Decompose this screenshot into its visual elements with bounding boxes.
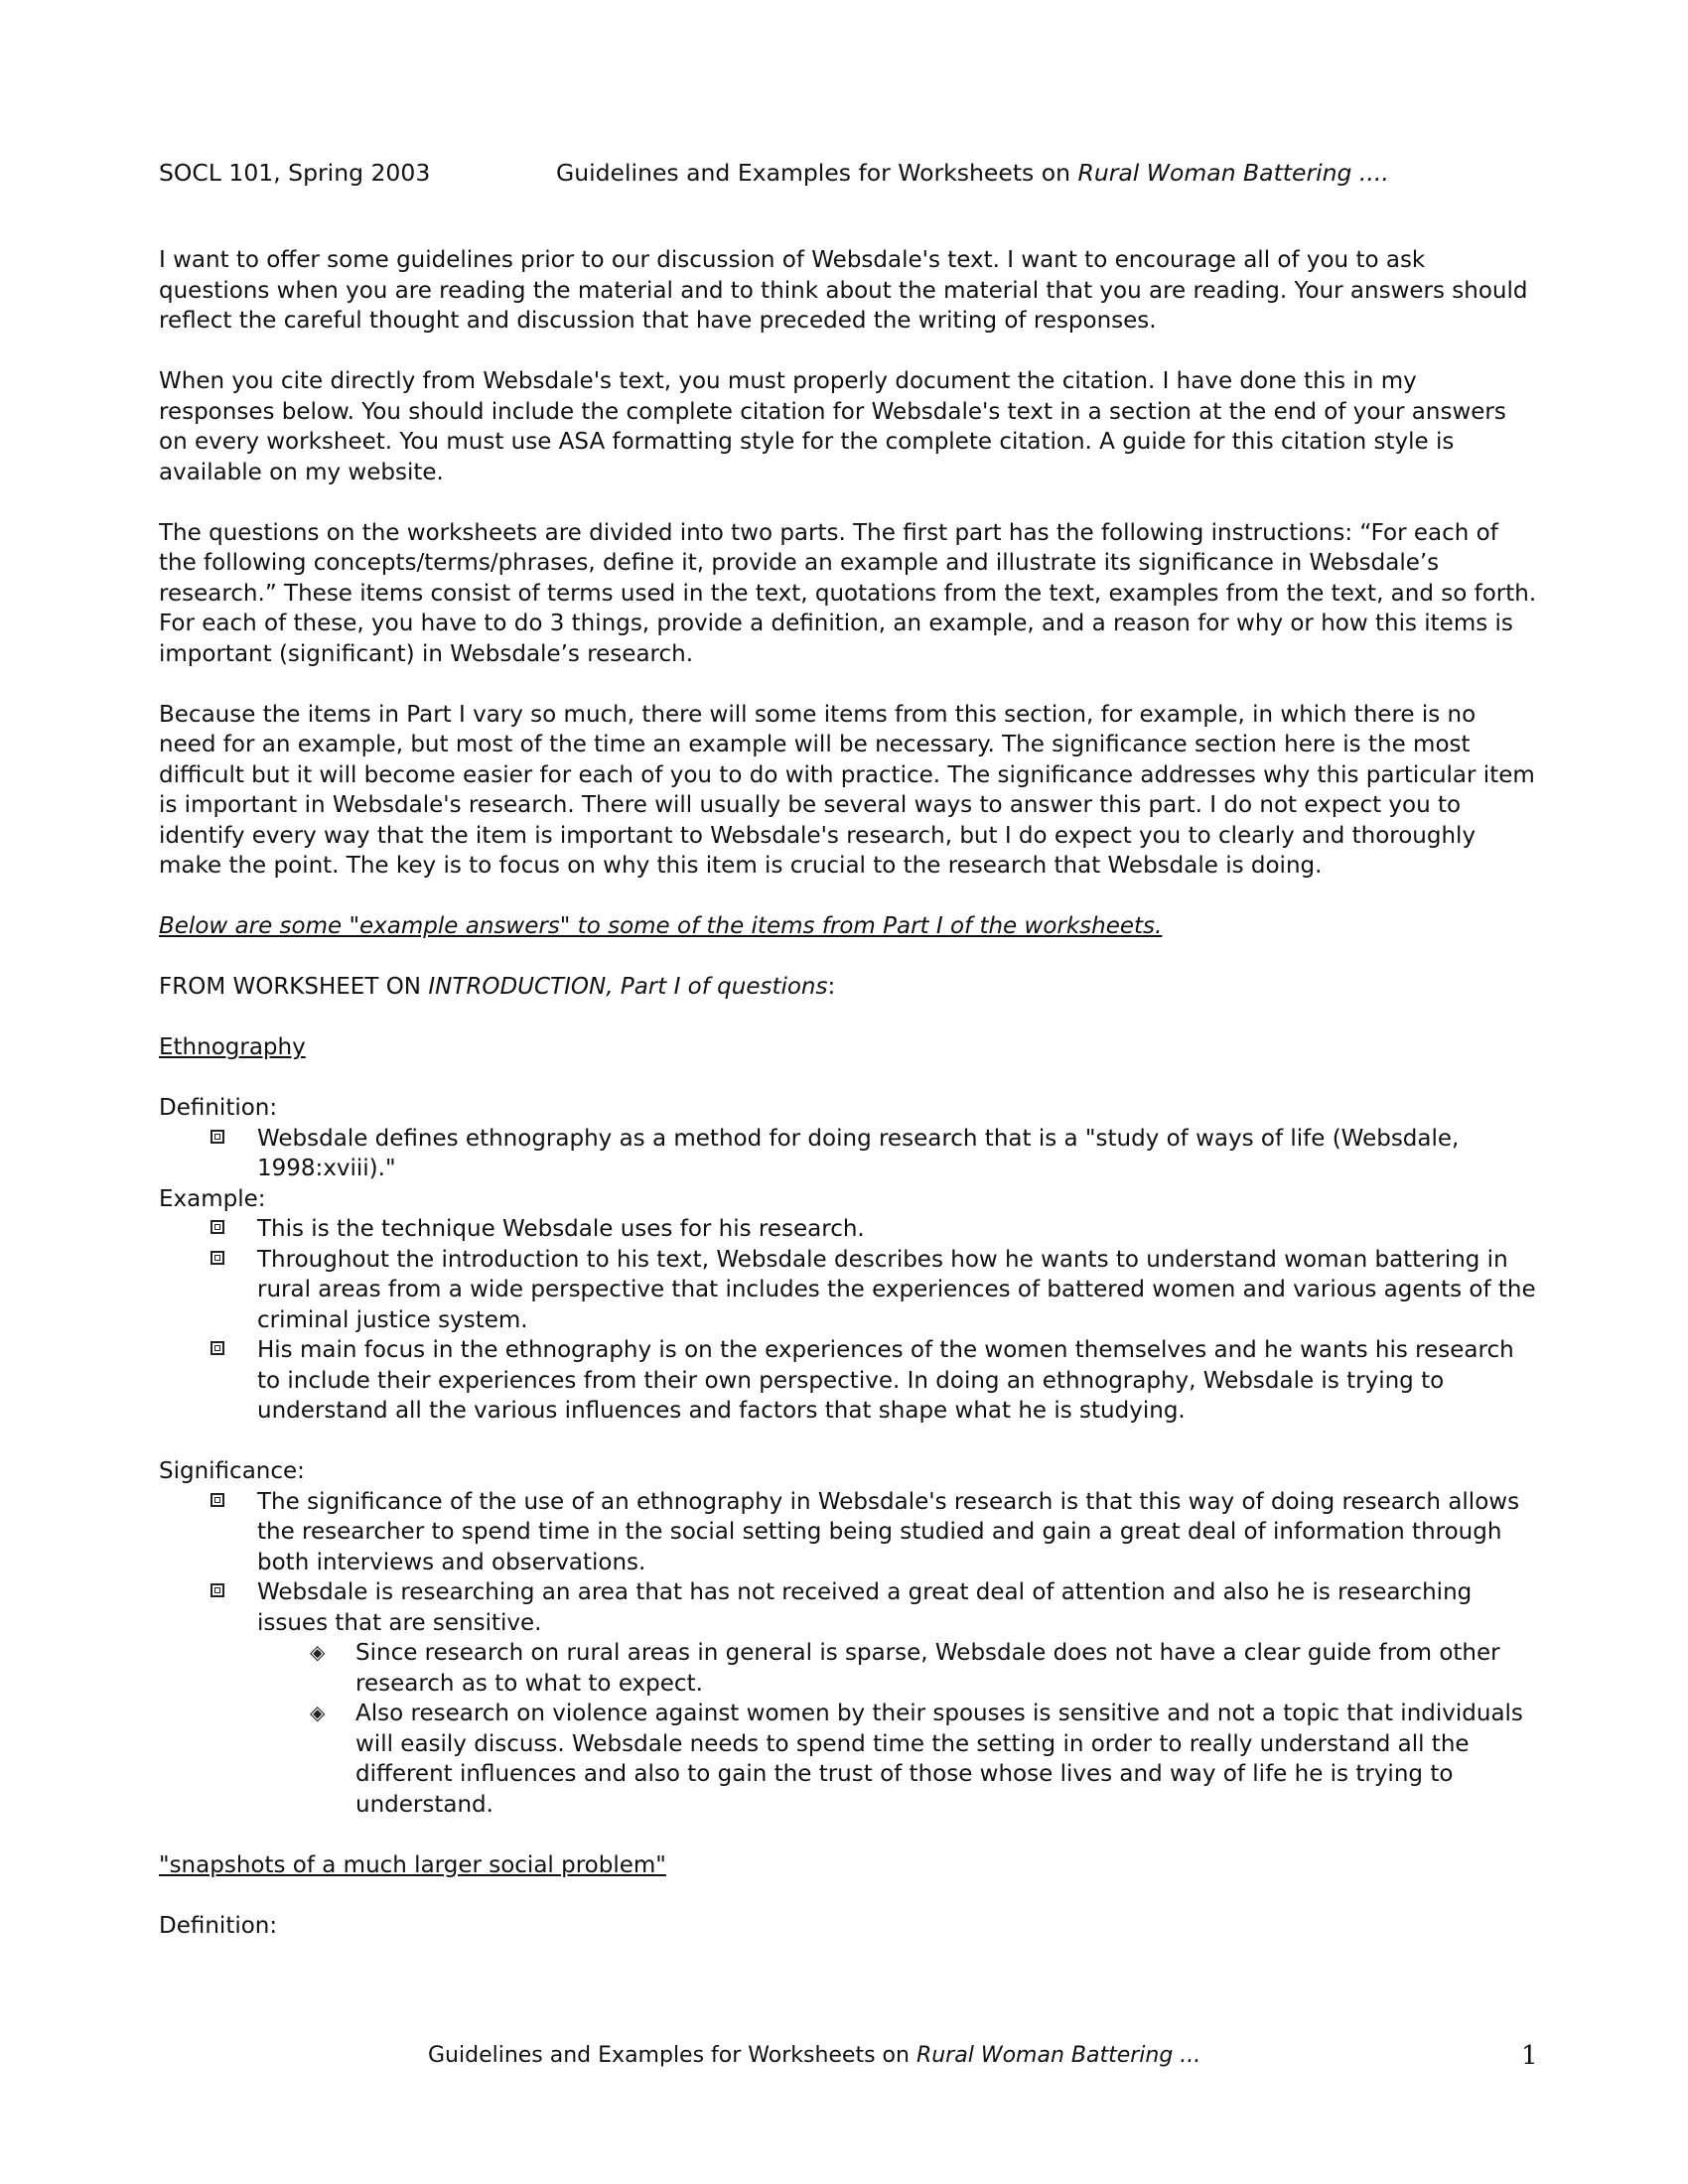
worksheet-parts-paragraph: The questions on the worksheets are divided into two parts. The first part has the following instructions: “For each of the following concepts/terms/phrases, define it, provide an example and illustrate its significance in Websdale’s research.” These items consist of terms used in the text, quotations from the text, examples from the text, and so forth. For each of these, you have to do 3 things, provide a definition, an example, and a reason for why or how this items is important (significant) in Websdale’s research.	[159, 519, 1537, 667]
significance-label: Significance:	[159, 1458, 305, 1484]
page-number: 1	[1521, 2041, 1538, 2071]
page-footer: Guidelines and Examples for Worksheets on Rural Woman Battering ...	[428, 2043, 1201, 2068]
course-label: SOCL 101, Spring 2003	[159, 159, 431, 187]
square-bullet-icon	[211, 1251, 224, 1265]
part-one-paragraph: Because the items in Part I vary so much, there will some items from this section, for example, in which there is no need for an example, but most of the time an example will be necessary. The significance section here is the most difficult but it will become easier for each of you to do with practice. The significance addresses why this particular item is important in Websdale's research. There will usually be several ways to answer this part. I do not expect you to identify every way that the item is important to Websdale's research, but I do expect you to clearly and thoroughly make the point. The key is to focus on why this item is crucial to the research that Websdale is doing.	[159, 701, 1535, 879]
diamond-bullet-icon: ◈	[310, 1640, 326, 1664]
square-bullet-icon	[211, 1493, 224, 1507]
example-note: Below are some "example answers" to some of the items from Part I of the worksheets.	[159, 913, 1163, 939]
square-bullet-icon	[211, 1341, 224, 1355]
list-item: Websdale defines ethnography as a method for doing research that is a "study of ways of life (Websdale, 1998:xviii)."	[159, 1124, 1539, 1184]
definition-list	[159, 1124, 1539, 1184]
intro-paragraph: I want to offer some guidelines prior to our discussion of Websdale's text. I want to encourage all of you to ask questions when you are reading the material and to think about the material that you are reading. Your answers should reflect the careful thought and discussion that have preceded the writing of responses.	[159, 247, 1528, 334]
square-bullet-icon	[211, 1130, 224, 1144]
square-bullet-icon	[211, 1583, 224, 1597]
diamond-bullet-icon: ◈	[310, 1701, 326, 1724]
list-item: ◈ Since research on rural areas in general is sparse, Websdale does not have a clear guide from other research as to what to expect.	[310, 1640, 1500, 1697]
worksheet-heading: FROM WORKSHEET ON INTRODUCTION, Part I of questions:	[159, 974, 836, 1000]
list-item: His main focus in the ethnography is on the experiences of the women themselves and he wants his research to include their experiences from their own perspective. In doing an ethnography, Websdale is trying to understand all the various influences and factors that shape what he is studying.	[159, 1335, 1539, 1427]
list-item: This is the technique Websdale uses for his research.	[159, 1214, 1539, 1245]
header-title: Guidelines and Examples for Worksheets on Rural Woman Battering ....	[556, 159, 1389, 187]
document-body	[159, 245, 1539, 1941]
citation-paragraph: When you cite directly from Websdale's text, you must properly document the citation. I have done this in my responses below. You should include the complete citation for Websdale's text in a section at the end of your answers on every worksheet. You must use ASA formatting style for the complete citation. A guide for this citation style is available on my website.	[159, 368, 1506, 485]
significance-list	[159, 1487, 1539, 1821]
definition-label: Definition:	[159, 1912, 278, 1939]
list-item: The significance of the use of an ethnography in Websdale's research is that this way of doing research allows the researcher to spend time in the social setting being studied and gain a great deal of information through both interviews and observations.	[159, 1487, 1539, 1578]
example-label: Example:	[159, 1185, 266, 1212]
list-item: Throughout the introduction to his text, Websdale describes how he wants to understand woman battering in rural areas from a wide perspective that includes the experiences of battered women and various agents of the criminal justice system.	[159, 1245, 1539, 1336]
list-item: Websdale is researching an area that has not received a great deal of attention and also he is researching issues that are sensitive. ◈ Since research on rural areas in general is sparse, Websdale does not have a clear guide from other research as to what to expect. ◈ Also research on violence against women by their spouses is sensitive and not a topic that individuals will easily discuss. Websdale needs to spend time the setting in order to really understand all the different influences and also to gain the trust of those whose lives and way of life he is trying to understand.	[159, 1577, 1539, 1820]
example-list	[159, 1214, 1539, 1427]
page-header	[159, 159, 1549, 187]
term-ethnography: Ethnography	[159, 1034, 306, 1060]
definition-label: Definition:	[159, 1095, 278, 1121]
square-bullet-icon	[211, 1220, 224, 1234]
list-item: ◈ Also research on violence against women by their spouses is sensitive and not a topic that individuals will easily discuss. Websdale needs to spend time the setting in order to really understand all the different influences and also to gain the trust of those whose lives and way of life he is trying to understand.	[310, 1701, 1523, 1818]
term-snapshots: "snapshots of a much larger social problem"	[159, 1851, 666, 1878]
significance-sublist	[257, 1638, 1539, 1820]
